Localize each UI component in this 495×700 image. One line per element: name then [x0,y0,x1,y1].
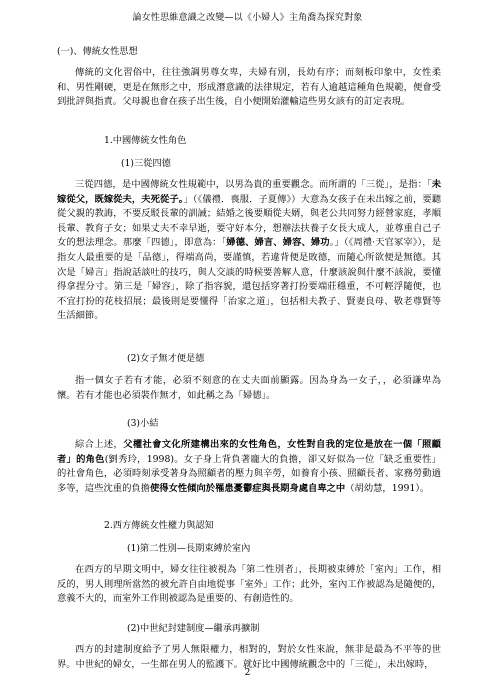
emphasis-four-virtues: 婦德、婦言、婦容、婦功 [226,237,330,249]
summary-text: 綜合上述，父權社會文化所建構出來的女性角色，女性對自我的定位是放在一個「照顧者」的角色(劉秀玲，1998)。女子身上背負著龐大的負擔，卻又好似為一位「缺乏重要性」的社會角色，必須時刻承受著身為照顧者的壓力與辛勞，如養育小孩、照顧長者、家務勞動過多等，這些沈重的負擔使得女性傾向於罹患憂鬱症與長期身處自卑之中（胡幼慧，1991）。 [57,439,441,494]
emphasis-caregiver-role: 父權社會文化所建構出來的女性角色，女性對自我的定位是放在一個「照顧者」的角色 [57,439,441,465]
intro-text: 傳統的文化習俗中，往往強調男尊女卑，夫婦有別，長幼有序；而刻板印象中，女性柔和、男性剛硬，更是在無形之中，形成潛意識的法律規定，若有人逾越這種角色規範，便會受到批評與指責。父母親也會在孩子出生後，自小便開始灌輸這些男女該有的訂定表現。 [57,67,441,108]
feudal-text: 西方的封建制度給予了男人無限權力，相對的，對於女性來說，無非是最為不平等的世界。中世紀的婦女，一生都在男人的監護下。就好比中國傳統觀念中的「三從」，未出嫁時， [57,644,441,670]
topic-heading-feudal: (2)中世紀封建制度—繼承再擴制 [127,623,260,634]
section-heading: (一)、傳統女性思想 [57,46,138,57]
second-sex-text: 在西方的早期文明中，婦女往往被視為「第二性別者」，長期被束縛於「室內」工作，相反的，男人則理所當然的被允許自由地從事「室外」工作；此外，室內工作被認為是隨便的，意義不大的，而室外工作則被認為是重要的、有創造性的。 [57,564,441,605]
summary-paragraph [57,438,441,496]
three-obediences-text: 三從四德，是中國傳統女性規範中，以男為貴的重要觀念。而所謂的「三從」，是指：「未嫁從父，既嫁從夫，夫死從子。」（《儀禮．喪服．子夏傳》）大意為女孩子在未出嫁之前，要聽從父親的教誨，不要反駁長輩的訓誡；結婚之後要順從夫婿，與老公共同努力經營家庭，孝順長輩、教育子女；如果丈夫不幸早逝，要守好本分，想辦法扶養子女長大成人，並尊重自己子女的想法理念。那麼「四德」，即意為：「婦德、婦言、婦容、婦功。」（《周禮·天官冢宰》），是指女人最重要的是「品德」，得端高尚，要謹慎，若違背便是敗德，而隨心所欲便是無德。其次是「婦言」指說話談吐的技巧，與人交談的時候要善解人意，什麼該說與什麼不該說，要懂得拿捏分寸。第三是「婦容」，除了指容貌，還包括穿著打扮要端莊穩重，不可輕浮隨便，也不宜打扮的花枝招展；最後則是要懂得「治家之道」，包括相夫教子、賢妻良母、敬老尊賢等生活細節。 [57,179,441,322]
intro-paragraph [57,66,441,110]
second-sex-paragraph [57,563,441,607]
subsection-heading-chinese: 1.中國傳統女性角色 [104,135,187,146]
emphasis-depression: 使得女性傾向於罹患憂鬱症與長期身處自卑之中 [149,482,346,494]
topic-heading-three-obediences: (1)三從四德 [121,158,171,169]
running-header: 論女性思維意識之改變—以《小婦人》主角喬為探究對象 [132,13,363,23]
topic-heading-second-sex: (1)第二性別—長期束縛於室內 [127,543,251,554]
subsection-heading-western: 2.西方傳統女性權力與認知 [104,520,214,531]
emphasis-three-obediences: 未嫁從父，既嫁從夫，夫死從子。 [57,179,441,205]
topic-heading-no-talent: (2)女子無才便是德 [127,353,205,364]
three-obediences-paragraph [57,178,441,324]
page-number: 2 [244,668,251,678]
no-talent-paragraph [57,374,441,403]
topic-heading-summary: (3)小結 [127,418,159,429]
no-talent-text: 指一個女子若有才能，必須不刻意的在丈夫面前顯露。因為身為一女子，，必須謙卑為懷。若有才能也必須裝作無才，如此稱之為「婦德」。 [57,375,441,401]
